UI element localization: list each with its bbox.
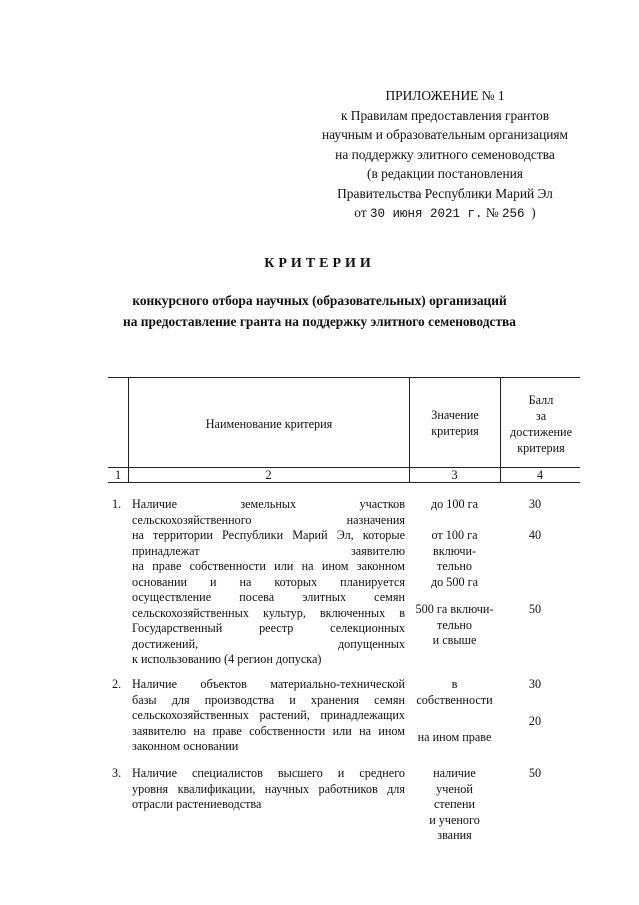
criterion-value (409, 497, 500, 513)
criterion-score: 30 (528, 677, 542, 691)
value-line: включи- (432, 543, 477, 558)
col-number: 2 (265, 468, 272, 482)
number-value: 256 (502, 207, 525, 221)
criterion-line: на праве собственности или на ином законном (132, 559, 405, 573)
criterion-line: сельскохозяйственных культур, включенных в (132, 605, 405, 620)
criterion-score: 50 (528, 766, 542, 780)
row-number: 3. (112, 766, 122, 780)
criterion-text (132, 497, 405, 668)
appendix-line: к Правилам предоставления грантов (340, 107, 550, 123)
header-score-line: за (535, 409, 547, 423)
appendix-line: на поддержку элитного семеноводства (335, 146, 555, 162)
appendix-title: ПРИЛОЖЕНИЕ № 1 (385, 88, 505, 103)
criterion-score: 50 (528, 602, 542, 616)
value-line: степени (433, 797, 476, 811)
value-line: и свыше (432, 633, 477, 647)
value-line: собственности (416, 692, 493, 707)
criterion-line: Наличие объектов материально-технической (132, 677, 405, 691)
date-value: 30 июня 2021 г. (370, 207, 483, 221)
document-subtitle (0, 290, 639, 332)
criterion-line: на территории Республики Марий Эл, которые (132, 528, 405, 542)
criterion-line: достижений, допущенных (132, 636, 405, 651)
header-value (410, 407, 500, 439)
criterion-score: 30 (528, 497, 542, 511)
criterion-line: базы для производства и хранения семян (132, 692, 405, 707)
subtitle-line: конкурсного отбора научных (образовательных) организаций (132, 293, 507, 308)
row-number: 1. (112, 497, 122, 511)
appendix-line: научным и образовательным организациям (321, 127, 569, 142)
appendix-header (300, 86, 590, 225)
number-prefix: № (485, 205, 499, 220)
criterion-line: отрасли растениеводства (132, 797, 262, 811)
criterion-value (409, 730, 500, 746)
table-col-divider (500, 377, 501, 482)
appendix-date-line (300, 203, 590, 225)
criterion-score: 40 (528, 528, 542, 542)
criterion-line: сельскохозяйственных растений, принадлежащих (132, 708, 405, 722)
criterion-line: законном основании (132, 739, 239, 753)
value-line: на ином праве (417, 730, 492, 744)
col-number: 1 (114, 468, 122, 482)
header-score-line: достижение (510, 425, 572, 439)
criterion-value (409, 766, 500, 844)
criterion-value (409, 677, 500, 708)
criterion-text (132, 766, 405, 813)
table-col-divider (128, 377, 129, 482)
criterion-score: 20 (528, 714, 542, 728)
value-line: тельно (437, 559, 472, 573)
value-line: звания (437, 828, 472, 842)
table-top-border (108, 377, 580, 378)
value-line: и ученого (429, 812, 480, 827)
criterion-line: осуществление посева элитных семян (132, 590, 405, 604)
criterion-line: Государственный реестр селекционных (132, 621, 405, 635)
col-number: 4 (536, 468, 544, 482)
header-score (502, 392, 580, 456)
header-value-line: Значение (431, 408, 479, 422)
appendix-line: (в редакции постановления (367, 166, 523, 181)
header-value-line: критерия (431, 424, 479, 438)
criterion-line: Наличие земельных участков (132, 497, 405, 511)
value-line: наличие (433, 766, 476, 780)
header-name: Наименование критерия (205, 417, 333, 431)
criterion-text (132, 677, 405, 755)
criterion-value (409, 528, 500, 590)
criterion-line: основании и на которых планируется (132, 574, 405, 589)
criterion-line: заявителю на праве собственности или на ином (132, 723, 405, 738)
value-line: до 500 га (430, 574, 479, 589)
col-number: 3 (451, 468, 458, 482)
criterion-value (409, 602, 500, 649)
appendix-line: Правительства Республики Марий Эл (337, 185, 553, 201)
header-score-line: Балл (528, 393, 554, 407)
subtitle-line: на предоставление гранта на поддержку элитного семеноводства (123, 314, 516, 329)
criterion-line: сельскохозяйственного назначения (132, 512, 405, 527)
value-line: 500 га включи- (415, 602, 494, 616)
value-line: тельно (437, 617, 472, 632)
date-close: ) (531, 205, 536, 220)
value-line: до 100 га (430, 497, 479, 511)
criterion-line: к использованию (4 регион допуска) (132, 652, 322, 666)
value-line: от 100 га (431, 528, 478, 542)
value-line: в (451, 677, 458, 691)
date-prefix: от (354, 205, 367, 220)
criterion-line: уровня квалификации, научных работников для (132, 781, 405, 796)
document-title: КРИТЕРИИ (264, 256, 375, 271)
criterion-line: Наличие специалистов высшего и среднего (132, 766, 405, 780)
criterion-line: принадлежат заявителю (132, 543, 405, 558)
header-score-line: критерия (517, 441, 565, 455)
value-line: ученой (436, 781, 473, 796)
row-number: 2. (112, 677, 122, 691)
